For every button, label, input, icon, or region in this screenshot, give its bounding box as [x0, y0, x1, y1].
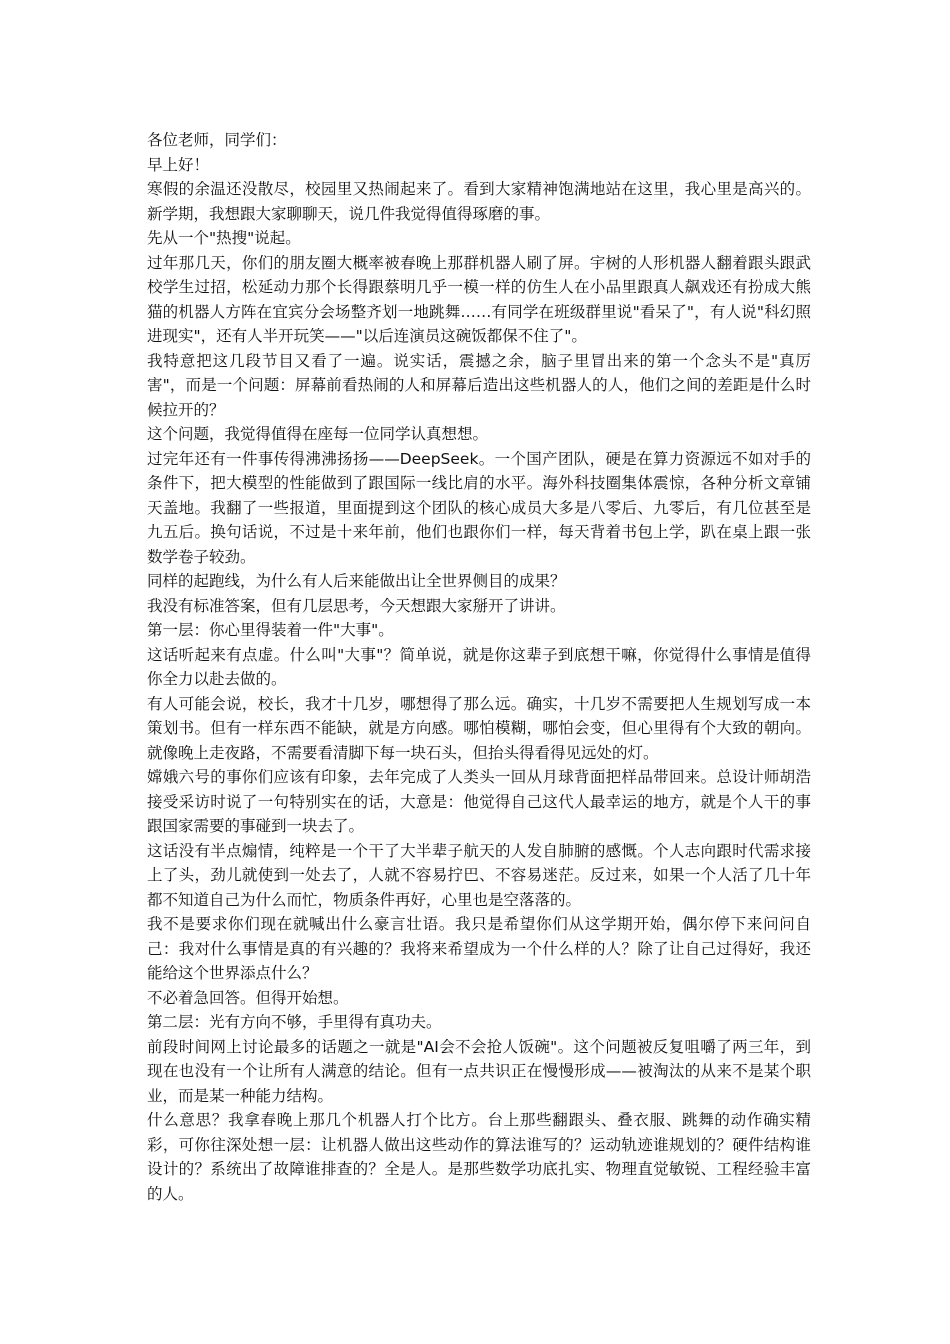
paragraph: 我没有标准答案，但有几层思考，今天想跟大家掰开了讲讲。 [147, 596, 566, 615]
paragraph: 嫦娥六号的事你们应该有印象，去年完成了人类头一回从月球背面把样品带回来。总设计师胡浩接受采访时说了一句特别实在的话，大意是：他觉得自己这代人最幸运的地方，就是个人干的事跟国家需要的事碰到一块去了。 [147, 768, 811, 835]
paragraph: 过年那几天，你们的朋友圈大概率被春晚上那群机器人刷了屏。宇树的人形机器人翻着跟头跟武校学生过招，松延动力那个长得跟蔡明几乎一模一样的仿生人在小品里跟真人飙戏还有扮成大熊猫的机器人方阵在宜宾分会场整齐划一地跳舞……有同学在班级群里说"看呆了"，有人说"科幻照进现实"，还有人半开玩笑——"以后连演员这碗饭都保不住了"。 [147, 253, 811, 345]
paragraph: 先从一个"热搜"说起。 [147, 229, 301, 247]
paragraph: 有人可能会说，校长，我才十几岁，哪想得了那么远。确实，十几岁不需要把人生规划写成一本策划书。但有一样东西不能缺，就是方向感。哪怕模糊，哪怕会变，但心里得有个大致的朝向。就像晚上走夜路，不需要看清脚下每一块石头，但抬头得看得见远处的灯。 [147, 694, 811, 762]
paragraph: 这话听起来有点虚。什么叫"大事"？简单说，就是你这辈子到底想干嘛，你觉得什么事情是值得你全力以赴去做的。 [147, 645, 811, 688]
paragraph: 前段时间网上讨论最多的话题之一就是"AI会不会抢人饭碗"。这个问题被反复咀嚼了两三年，到现在也没有一个让所有人满意的结论。但有一点共识正在慢慢形成——被淘汰的从来不是某个职业，而是某一种能力结构。 [147, 1037, 811, 1105]
paragraph: 过完年还有一件事传得沸沸扬扬——DeepSeek。一个国产团队，硬是在算力资源远不如对手的条件下，把大模型的性能做到了跟国际一线比肩的水平。海外科技圈集体震惊，各种分析文章铺天盖地。我翻了一些报道，里面提到这个团队的核心成员大多是八零后、九零后，有几位甚至是九五后。换句话说，不过是十来年前，他们也跟你们一样，每天背着书包上学，趴在桌上跟一张数学卷子较劲。 [147, 449, 811, 566]
paragraph: 这话没有半点煽情，纯粹是一个干了大半辈子航天的人发自肺腑的感慨。个人志向跟时代需求接上了头，劲儿就使到一处去了，人就不容易拧巴、不容易迷茫。反过来，如果一个人活了几十年都不知道自己为什么而忙，物质条件再好，心里也是空落落的。 [147, 841, 811, 909]
paragraph-good-morning: 早上好！ [147, 155, 210, 174]
section-heading-first: 第一层：你心里得装着一件"大事"。 [147, 621, 394, 639]
section-heading-second: 第二层：光有方向不够，手里得有真功夫。 [147, 1013, 442, 1031]
paragraph: 同样的起跑线，为什么有人后来能做出让全世界侧目的成果？ [147, 572, 566, 590]
paragraph: 我不是要求你们现在就喊出什么豪言壮语。我只是希望你们从这学期开始，偶尔停下来问问自己：我对什么事情是真的有兴趣的？我将来希望成为一个什么样的人？除了让自己过得好，我还能给这个世界添点什么？ [147, 915, 811, 982]
paragraph: 这个问题，我觉得值得在座每一位同学认真想想。 [147, 425, 489, 443]
paragraph: 什么意思？我拿春晚上那几个机器人打个比方。台上那些翻跟头、叠衣服、跳舞的动作确实精彩，可你往深处想一层：让机器人做出这些动作的算法谁写的？运动轨迹谁规划的？硬件结构谁设计的？系统出了故障谁排查的？全是人。是那些数学功底扎实、物理直觉敏锐、工程经验丰富的人。 [147, 1111, 811, 1203]
paragraph-greeting: 各位老师，同学们： [147, 131, 287, 149]
paragraph: 我特意把这几段节目又看了一遍。说实话，震撼之余，脑子里冒出来的第一个念头不是"真厉害"，而是一个问题：屏幕前看热闹的人和屏幕后造出这些机器人的人，他们之间的差距是什么时候拉开的？ [147, 351, 811, 419]
speech-body [147, 128, 811, 1206]
paragraph: 寒假的余温还没散尽，校园里又热闹起来了。看到大家精神饱满地站在这里，我心里是高兴的。新学期，我想跟大家聊聊天，说几件我觉得值得琢磨的事。 [147, 180, 811, 223]
paragraph: 不必着急回答。但得开始想。 [147, 988, 349, 1007]
